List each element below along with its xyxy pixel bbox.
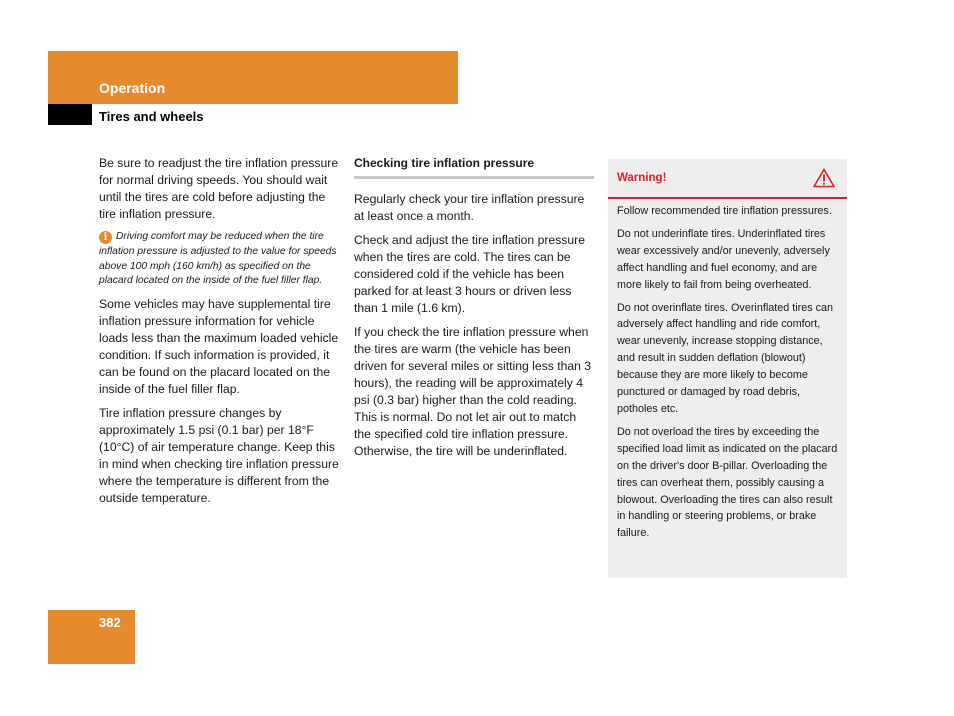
warning-title: Warning!: [617, 172, 667, 184]
warning-box: [608, 159, 847, 578]
paragraph: Be sure to readjust the tire inflation pressure for normal driving speeds. You should wait until the tires are cold before adjusting the tire inflation pressure.: [99, 156, 339, 221]
paragraph: If you check the tire inflation pressure when the tires are warm (the vehicle has been driven for several miles or sitting less than 3 hours), the reading will be approximately 4 psi (0.3 bar) higher than the cold reading. This is normal. Do not let air out to match the specified cold tire inflation pressure. Otherwise, the tire will be underinflated.: [354, 325, 592, 458]
warning-paragraph: Follow recommended tire inflation pressures.: [617, 205, 832, 217]
subsection-marker: [48, 104, 92, 125]
header-band: [48, 51, 458, 104]
warning-paragraph: Do not overinflate tires. Overinflated tires can adversely affect handling and ride comfort, wear unevenly, increase stopping distance, and result in sudden deflation (blowout) because they are more likely to become punctured or damaged by road debris, potholes etc.: [617, 301, 834, 415]
page-number-tab: [48, 610, 135, 664]
paragraph: Tire inflation pressure changes by approximately 1.5 psi (0.1 bar) per 18°F (10°C) of air temperature change. Keep this in mind when checking tire inflation pressure where the temperature is different from the outside temperature.: [99, 406, 339, 506]
paragraph: Some vehicles may have supplemental tire inflation pressure information for vehicle loads less than the maximum loaded vehicle condition. If such information is provided, it can be found on the placard located on the inside of the fuel filler flap.: [99, 297, 339, 397]
warning-header: [608, 159, 847, 199]
warning-paragraph: Do not underinflate tires. Underinflated tires wear excessively and/or unevenly, adversely affect handling and fuel economy, and are more likely to fail from being overheated.: [617, 227, 830, 291]
info-note: [99, 230, 339, 289]
section-title: Operation: [99, 80, 166, 96]
warning-triangle-icon: [813, 168, 835, 188]
column-heading: Checking tire inflation pressure: [354, 155, 594, 179]
warning-body: [608, 199, 847, 542]
subsection-title: Tires and wheels: [99, 109, 204, 124]
paragraph: Regularly check your tire inflation pressure at least once a month.: [354, 192, 585, 223]
warning-paragraph: Do not overload the tires by exceeding the specified load limit as indicated on the placard on the driver's door B-pillar. Overloading the tires can overheat them, possibly causing a blowout. Overloading the tires can also result in handling or steering problems, or brake failure.: [617, 425, 838, 540]
page-number: 382: [99, 615, 121, 630]
info-note-text: Driving comfort may be reduced when the tire inflation pressure is adjusted to the value for speeds above 100 mph (160 km/h) as specified on the placard located on the inside of the fuel filler flap.: [99, 231, 337, 287]
info-icon: i: [99, 231, 112, 244]
text-column-middle: [354, 155, 594, 467]
text-column-left: [99, 155, 339, 514]
paragraph: Check and adjust the tire inflation pressure when the tires are cold. The tires can be considered cold if the vehicle has been parked for at least 3 hours or driven less than 1 mile (1.6 km).: [354, 233, 586, 315]
